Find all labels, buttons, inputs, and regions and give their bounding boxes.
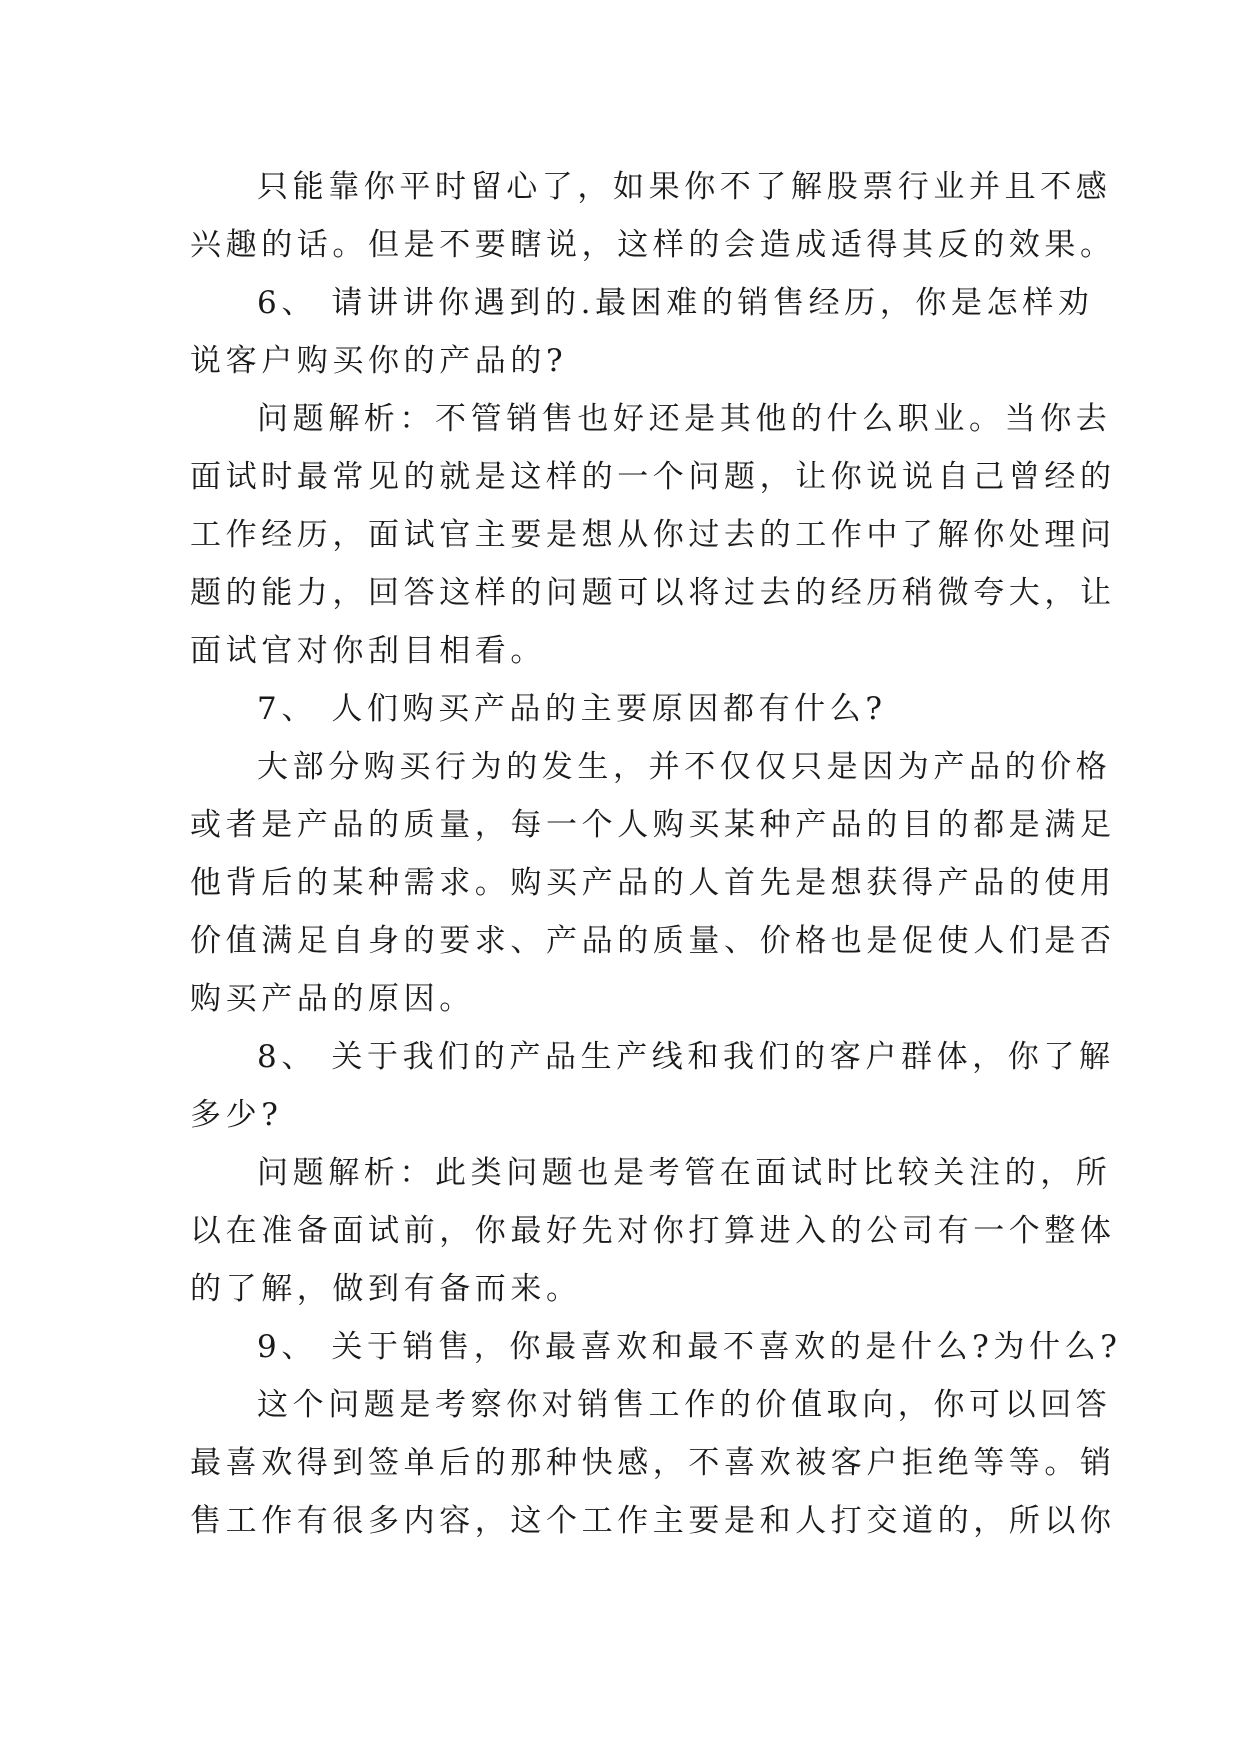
text-line: 售工作有很多内容，这个工作主要是和人打交道的，所以你 <box>190 1503 1116 1539</box>
text-line: 兴趣的话。但是不要瞎说，这样的会造成适得其反的效果。 <box>190 227 1116 263</box>
text-line: 题的能力，回答这样的问题可以将过去的经历稍微夸大，让 <box>190 575 1116 611</box>
text-line: 问题解析：此类问题也是考管在面试时比较关注的，所 <box>257 1155 1112 1191</box>
text-line: 或者是产品的质量，每一个人购买某种产品的目的都是满足 <box>190 807 1116 843</box>
text-line: 说客户购买你的产品的? <box>190 343 568 379</box>
question-9 <box>190 1318 1122 1376</box>
text-line: 以在准备面试前，你最好先对你打算进入的公司有一个整体 <box>190 1213 1116 1249</box>
text-line: 7、 人们购买产品的主要原因都有什么? <box>257 691 887 727</box>
text-line: 8、 关于我们的产品生产线和我们的客户群体，你了解 <box>257 1039 1115 1075</box>
text-line: 面试时最常见的就是这样的一个问题，让你说说自己曾经的 <box>190 459 1116 495</box>
paragraph-1 <box>190 158 1116 274</box>
text-line: 面试官对你刮目相看。 <box>190 633 546 669</box>
question-7 <box>190 680 1050 738</box>
text-line: 他背后的某种需求。购买产品的人首先是想获得产品的使用 <box>190 865 1116 901</box>
text-line: 工作经历，面试官主要是想从你过去的工作中了解你处理问 <box>190 517 1116 553</box>
answer-6 <box>190 390 1116 680</box>
text-line: 价值满足自身的要求、产品的质量、价格也是促使人们是否 <box>190 923 1116 959</box>
answer-7 <box>190 738 1116 1028</box>
answer-8 <box>190 1144 1116 1318</box>
text-line: 只能靠你平时留心了，如果你不了解股票行业并且不感 <box>257 169 1112 205</box>
text-line: 大部分购买行为的发生，并不仅仅只是因为产品的价格 <box>257 749 1112 785</box>
text-line: 的了解，做到有备而来。 <box>190 1271 582 1307</box>
body-text <box>190 158 1122 1550</box>
text-line: 购买产品的原因。 <box>190 981 475 1017</box>
text-line: 多少? <box>190 1097 283 1133</box>
text-line: 问题解析：不管销售也好还是其他的什么职业。当你去 <box>257 401 1112 437</box>
text-line: 6、 请讲讲你遇到的.最困难的销售经历，你是怎样劝 <box>257 285 1094 321</box>
text-line: 这个问题是考察你对销售工作的价值取向，你可以回答 <box>257 1387 1112 1423</box>
answer-9 <box>190 1376 1116 1550</box>
question-6 <box>190 274 1094 390</box>
text-line: 9、 关于销售，你最喜欢和最不喜欢的是什么?为什么? <box>257 1329 1122 1365</box>
question-8 <box>190 1028 1115 1144</box>
text-line: 最喜欢得到签单后的那种快感，不喜欢被客户拒绝等等。销 <box>190 1445 1116 1481</box>
